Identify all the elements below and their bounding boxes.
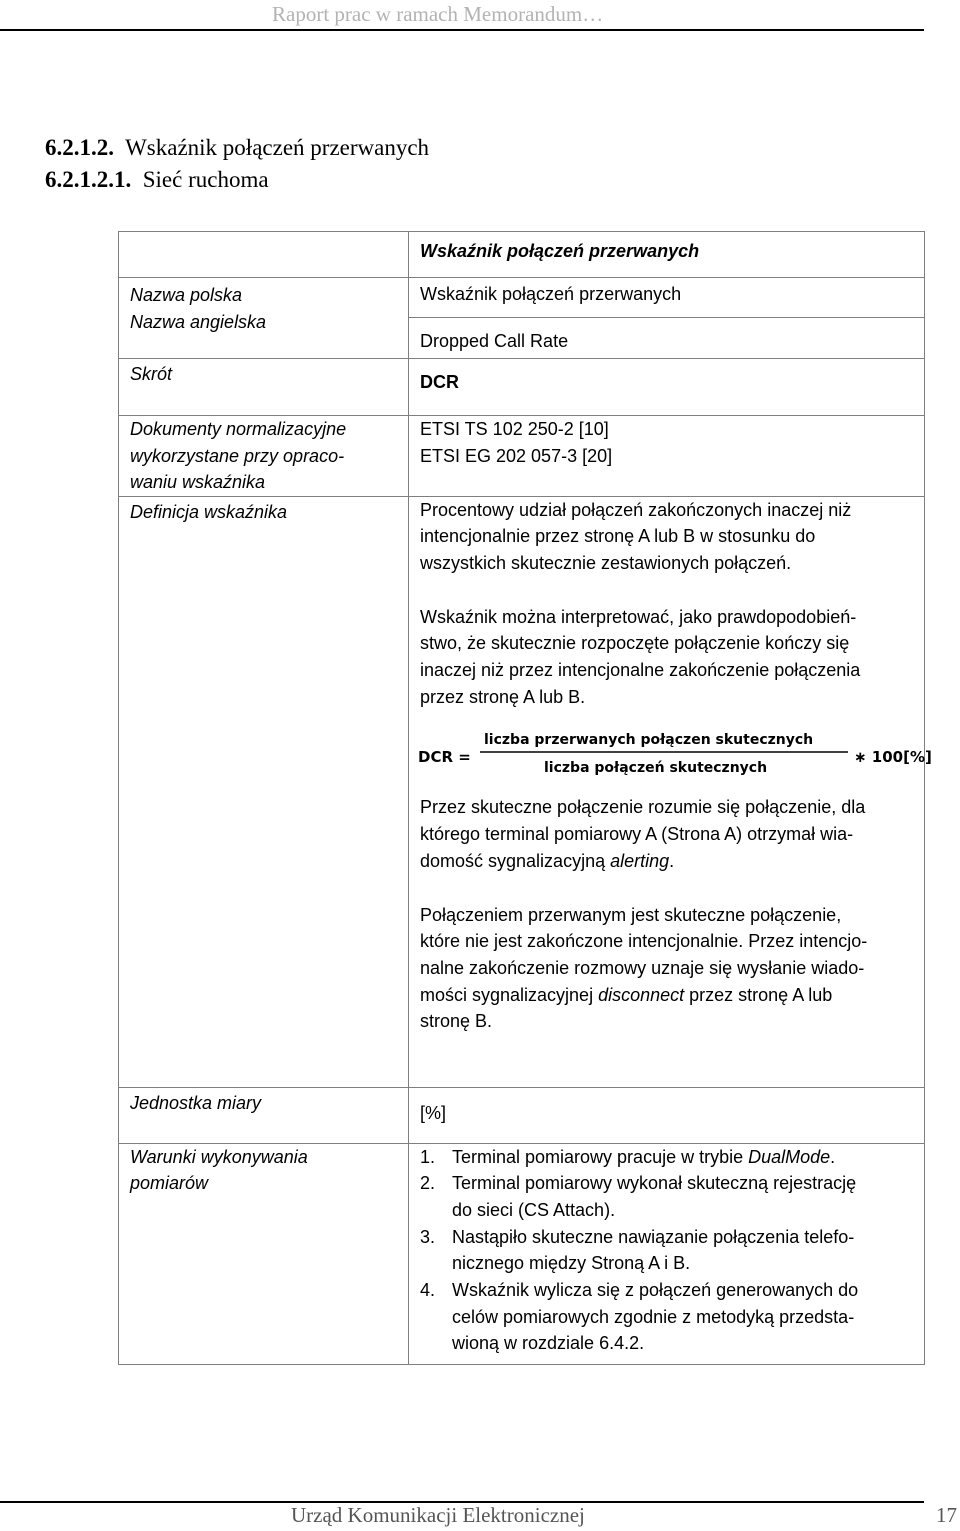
text-fragment: . [830, 1146, 836, 1167]
list-text [452, 1170, 914, 1223]
label-warunki [119, 1143, 409, 1364]
empty-cell [119, 232, 409, 278]
definition-paragraph [420, 794, 914, 874]
value-warunki [409, 1143, 925, 1364]
label-dokumenty-line: wykorzystane przy opraco- [130, 445, 345, 466]
value-nazwa-polska: Wskaźnik połączeń przerwanych [409, 278, 924, 318]
formula-graphic [418, 732, 938, 780]
text-line: domość sygnalizacyjną [420, 850, 611, 871]
text-line: Połączeniem przerwanym jest skuteczne połączenie, [420, 904, 842, 925]
label-jednostka: Jednostka miary [119, 1087, 409, 1143]
text-line: inaczej niż przez intencjonalne zakończenie połączenia [420, 660, 861, 681]
label-dokumenty-line: Dokumenty normalizacyjne [130, 419, 347, 439]
text-line: Nastąpiło skuteczne nawiązanie połączenia telefo- [452, 1226, 855, 1247]
text-line: intencjonalnie przez stronę A lub B w stosunku do [420, 526, 816, 547]
list-item [420, 1144, 914, 1171]
section-title: Wskaźnik połączeń przerwanych [125, 135, 430, 160]
label-dokumenty-line: waniu wskaźnika [130, 472, 266, 492]
text-line: wszystkich skutecznie zestawionych połączeń. [420, 552, 792, 573]
text-line: nicznego między Stroną A i B. [452, 1253, 691, 1274]
text-line: mości sygnalizacyjnej [420, 984, 599, 1005]
value-definicja [409, 496, 932, 1087]
list-item [420, 1224, 914, 1277]
value-skrot: DCR [409, 359, 925, 416]
list-number: 1. [420, 1146, 436, 1167]
definition-paragraph [420, 902, 914, 1036]
footer-organization: Urząd Komunikacji Elektronicznej [291, 1503, 585, 1527]
text-line: celów pomiarowych zgodnie z metodyką przedsta- [452, 1306, 855, 1327]
formula-lhs: DCR = [418, 748, 471, 767]
text-line: wioną w rozdziale 6.4.2. [452, 1333, 645, 1354]
conditions-list [420, 1144, 914, 1358]
label-dokumenty [119, 416, 409, 497]
subsection-number: 6.2.1.2.1. [45, 167, 132, 192]
dcr-formula [418, 710, 932, 794]
page-number: 17 [936, 1503, 957, 1527]
text-line: stwo, że skutecznie rozpoczęte połączenie kończy się [420, 633, 850, 654]
text-line: które nie jest zakończone intencjonalnie. Przez intencjo- [420, 931, 868, 952]
text-line: stronę B. [420, 1011, 493, 1032]
list-text [452, 1277, 914, 1357]
text-fragment: przez stronę A lub [684, 984, 833, 1005]
list-number: 3. [420, 1226, 436, 1247]
names-value-cell [409, 278, 925, 359]
formula-denominator: liczba połączeń skutecznych [544, 760, 768, 777]
interpretation-paragraph [420, 604, 914, 711]
definition-paragraph [420, 497, 914, 577]
list-text [452, 1144, 914, 1171]
value-nazwa-angielska: Dropped Call Rate [420, 331, 569, 351]
header-rule [0, 29, 924, 31]
label-definicja: Definicja wskaźnika [119, 496, 409, 1087]
text-line: do sieci (CS Attach). [452, 1199, 616, 1220]
label-skrot: Skrót [119, 359, 409, 416]
names-label-cell [119, 278, 409, 359]
label-line: pomiarów [130, 1173, 209, 1194]
list-text [452, 1224, 914, 1277]
text-line: Wskaźnik można interpretować, jako prawdopodobień- [420, 606, 857, 627]
text-fragment: . [669, 850, 675, 871]
indicator-table [118, 231, 932, 1365]
document-reference: ETSI TS 102 250-2 [10] [420, 419, 609, 439]
section-heading [45, 134, 429, 162]
term-disconnect: disconnect [598, 984, 685, 1005]
text-line: nalne zakończenie rozmowy uznaje się wysłanie wiado- [420, 957, 865, 978]
text-line: przez stronę A lub B. [420, 686, 586, 707]
document-reference: ETSI EG 202 057-3 [20] [420, 445, 613, 466]
text-fragment: Terminal pomiarowy pracuje w trybie [452, 1146, 749, 1167]
list-number: 2. [420, 1173, 436, 1194]
list-item [420, 1170, 914, 1223]
label-nazwa-angielska: Nazwa angielska [130, 311, 267, 332]
list-item [420, 1277, 914, 1357]
text-line: Przez skuteczne połączenie rozumie się połączenie, dla [420, 797, 866, 818]
subsection-title: Sieć ruchoma [142, 167, 269, 192]
running-header: Raport prac w ramach Memorandum… [272, 2, 604, 26]
table-title: Wskaźnik połączeń przerwanych [409, 232, 925, 278]
text-line: Wskaźnik wylicza się z połączeń generowanych do [452, 1280, 859, 1301]
list-number: 4. [420, 1280, 436, 1301]
label-line: Warunki wykonywania [130, 1146, 308, 1167]
text-line: Terminal pomiarowy wykonał skuteczną rejestrację [452, 1173, 857, 1194]
formula-multiplier: ∗ 100[%] [854, 748, 932, 767]
label-nazwa-polska: Nazwa polska [130, 285, 243, 305]
value-jednostka: [%] [409, 1087, 925, 1143]
term-dualmode: DualMode [748, 1146, 831, 1167]
value-dokumenty [409, 416, 925, 497]
term-alerting: alerting [610, 850, 670, 871]
text-line: którego terminal pomiarowy A (Strona A) otrzymał wia- [420, 824, 854, 845]
section-number: 6.2.1.2. [45, 135, 114, 160]
text-line: Procentowy udział połączeń zakończonych inaczej niż [420, 499, 852, 520]
subsection-heading [45, 166, 269, 194]
formula-numerator: liczba przerwanych połączen skutecznych [484, 732, 814, 749]
